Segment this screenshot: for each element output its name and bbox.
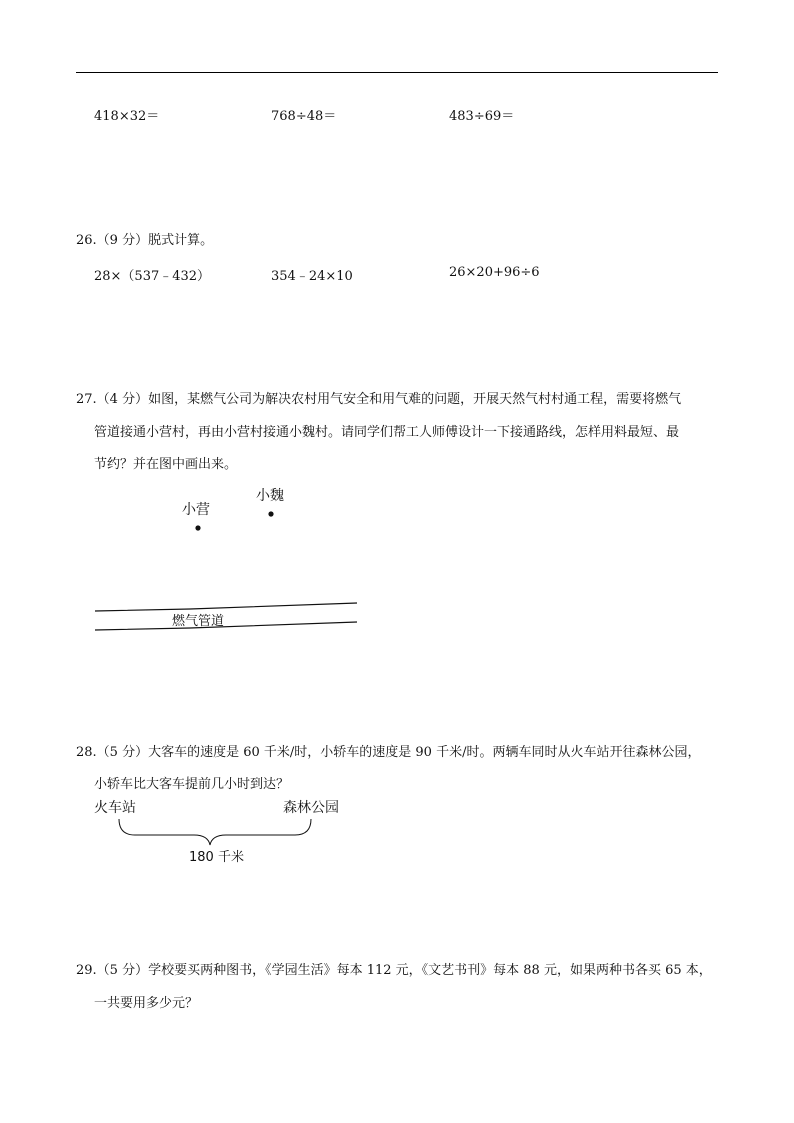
village-b-dot [268,511,273,516]
q27-figure [90,485,370,640]
expression-2: 768÷48＝ [271,109,337,124]
q28-figure [90,795,360,870]
header-rule [76,72,718,73]
q27-line-3: 节约？并在图中画出来。 [94,457,238,472]
q28-line-2: 小轿车比大客车提前几小时到达？ [94,777,290,792]
village-a-dot [195,525,200,530]
q29-line-2: 一共要用多少元？ [94,996,199,1011]
expression-3: 483÷69＝ [449,109,515,124]
distance-brace [119,819,311,845]
q27-line-1: 27.（4 分）如图，某燃气公司为解决农村用气安全和用气难的问题，开展天然气村村通工程，需要将燃气 [76,392,682,407]
end-label: 森林公园 [283,800,339,816]
pipeline-label: 燃气管道 [172,614,225,629]
expression-1: 418×32＝ [94,109,160,124]
distance-label: 180 千米 [189,850,244,865]
pipeline-top-edge [95,603,357,611]
village-b-label: 小魏 [256,488,284,504]
q28-line-1: 28.（5 分）大客车的速度是 60 千米/时，小轿车的速度是 90 千米/时。两辆车同时从火车站开往森林公园， [76,745,701,760]
q26-header: 26.（9 分）脱式计算。 [76,233,214,248]
q27-line-2: 管道接通小营村，再由小营村接通小魏村。请同学们帮工人师傅设计一下接通路线，怎样用料最短、最 [94,425,680,440]
village-a-label: 小营 [182,502,210,518]
pipeline-bottom-edge [95,622,357,630]
q26-expression-1: 28×（537﹣432） [94,269,211,284]
q26-expression-3: 26×20+96÷6 [449,265,540,280]
q26-expression-2: 354﹣24×10 [271,269,353,284]
q29-line-1: 29.（5 分）学校要买两种图书，《学园生活》每本 112 元，《文艺书刊》每本 88 元，如果两种书各买 65 本， [76,963,712,978]
start-label: 火车站 [94,800,136,816]
